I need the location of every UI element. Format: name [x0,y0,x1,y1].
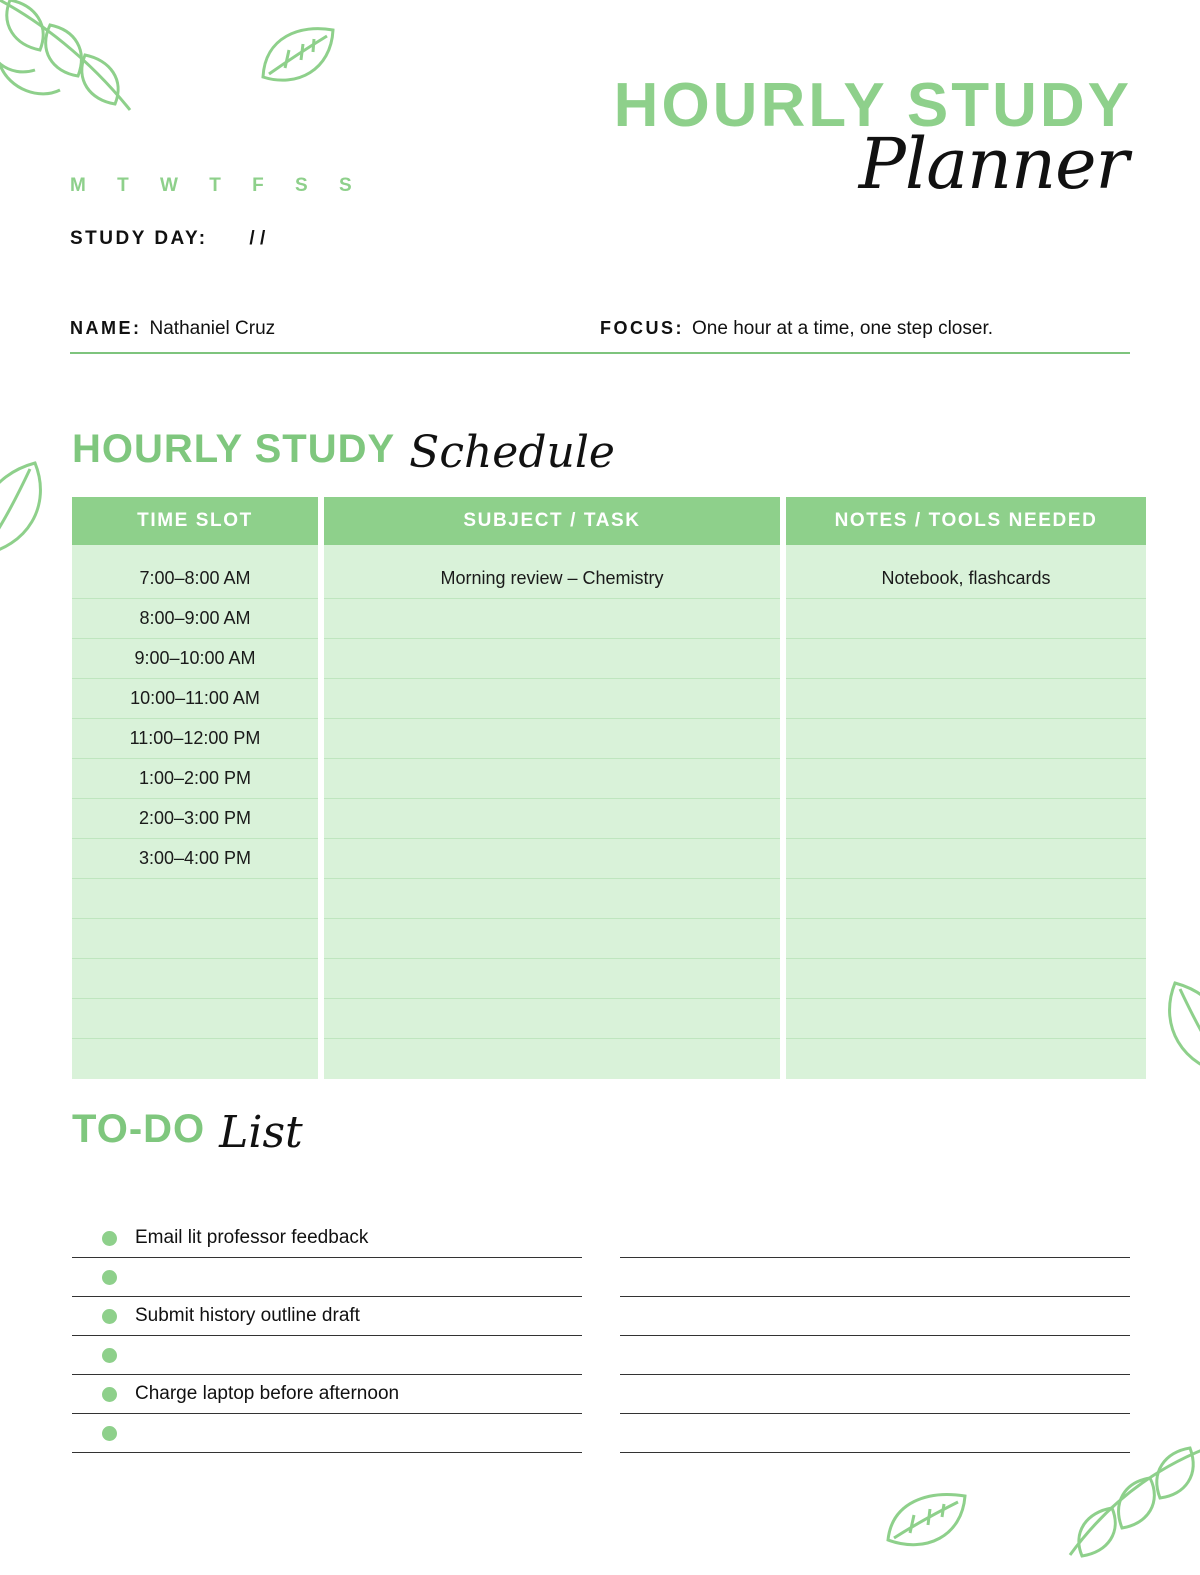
table-row[interactable] [72,879,1146,919]
cell-notes[interactable] [786,839,1146,879]
weekday-s2[interactable]: S [338,175,354,196]
table-row[interactable] [72,639,1146,679]
cell-time[interactable]: 11:00–12:00 PM [72,719,318,759]
cell-notes[interactable] [786,759,1146,799]
study-day-label: STUDY DAY: [70,228,208,249]
bullet-icon[interactable] [102,1426,117,1441]
column-header-task: SUBJECT / TASK [324,497,780,545]
bullet-icon[interactable] [102,1309,117,1324]
cell-time[interactable] [72,879,318,919]
cell-notes[interactable] [786,959,1146,999]
cell-time[interactable] [72,999,318,1039]
list-item-label[interactable]: Charge laptop before afternoon [135,1383,400,1404]
cell-notes[interactable] [786,639,1146,679]
cell-time[interactable]: 7:00–8:00 AM [72,559,318,599]
cell-notes[interactable] [786,799,1146,839]
cell-time[interactable]: 1:00–2:00 PM [72,759,318,799]
table-row[interactable] [72,599,1146,639]
weekday-s1[interactable]: S [295,175,310,196]
list-item[interactable] [72,1219,582,1258]
list-item[interactable] [72,1414,582,1453]
bullet-icon[interactable] [102,1348,117,1363]
focus-field [600,318,993,340]
cell-notes[interactable] [786,879,1146,919]
cell-task[interactable] [324,799,780,839]
weekday-w[interactable]: W [160,175,180,196]
schedule-section [0,425,1200,1079]
title-script: Planner [858,123,1128,205]
name-focus-row [70,318,1130,340]
list-item[interactable] [72,1297,582,1336]
column-header-notes: NOTES / TOOLS NEEDED [786,497,1146,545]
cell-notes[interactable]: Notebook, flashcards [786,559,1146,599]
todo-column-right [620,1219,1130,1453]
cell-time[interactable]: 10:00–11:00 AM [72,679,318,719]
cell-task[interactable] [324,639,780,679]
weekday-f[interactable]: F [252,175,266,196]
cell-task[interactable]: Morning review – Chemistry [324,559,780,599]
todo-columns [72,1219,1130,1453]
page-title [492,71,1132,205]
leaf-single-bottom-icon [880,1490,980,1565]
cell-notes[interactable] [786,679,1146,719]
list-item[interactable] [620,1258,1130,1297]
bullet-icon[interactable] [102,1270,117,1285]
cell-time[interactable]: 8:00–9:00 AM [72,599,318,639]
schedule-header-row [72,497,1146,545]
table-row[interactable] [72,719,1146,759]
cell-task[interactable] [324,1039,780,1079]
list-item-label[interactable]: Submit history outline draft [135,1305,360,1326]
cell-task[interactable] [324,999,780,1039]
list-item[interactable] [72,1375,582,1414]
table-row[interactable] [72,999,1146,1039]
cell-time[interactable] [72,1039,318,1079]
cell-task[interactable] [324,679,780,719]
title-main: HOURLY STUDY [613,71,1132,140]
table-row[interactable] [72,1039,1146,1079]
name-field [70,318,600,340]
todo-column-left [72,1219,582,1453]
cell-notes[interactable] [786,719,1146,759]
schedule-heading [72,425,1200,478]
table-row[interactable] [72,919,1146,959]
table-row[interactable] [72,839,1146,879]
study-day-field [70,228,265,250]
todo-heading-script: List [219,1107,303,1158]
cell-task[interactable] [324,839,780,879]
cell-task[interactable] [324,599,780,639]
header-divider [70,352,1130,354]
cell-time[interactable]: 2:00–3:00 PM [72,799,318,839]
page-header [0,0,1200,339]
bullet-icon[interactable] [102,1387,117,1402]
list-item[interactable] [620,1375,1130,1414]
list-item[interactable] [620,1336,1130,1375]
cell-time[interactable]: 9:00–10:00 AM [72,639,318,679]
weekday-m[interactable]: M [70,175,88,196]
column-header-time: TIME SLOT [72,497,318,545]
schedule-heading-script: Schedule [409,427,615,478]
bullet-icon[interactable] [102,1231,117,1246]
focus-label: FOCUS: [600,318,684,338]
leaf-branch-bottom-icon [1040,1440,1200,1575]
cell-task[interactable] [324,959,780,999]
name-label: NAME: [70,318,142,338]
cell-notes[interactable] [786,599,1146,639]
cell-task[interactable] [324,879,780,919]
cell-time[interactable]: 3:00–4:00 PM [72,839,318,879]
cell-time[interactable] [72,959,318,999]
todo-heading [72,1105,1200,1158]
cell-notes[interactable] [786,919,1146,959]
name-value[interactable]: Nathaniel Cruz [149,318,276,339]
table-row[interactable] [72,679,1146,719]
table-spacer-row [72,545,1146,559]
cell-time[interactable] [72,919,318,959]
list-item[interactable] [620,1297,1130,1336]
weekday-t1[interactable]: T [117,175,131,196]
table-row[interactable] [72,759,1146,799]
list-item[interactable] [620,1414,1130,1453]
weekday-selector[interactable] [70,175,376,197]
list-item[interactable] [72,1336,582,1375]
schedule-heading-main: HOURLY STUDY [72,427,396,471]
todo-section [0,1105,1200,1453]
cell-notes[interactable] [786,1039,1146,1079]
list-item[interactable] [72,1258,582,1297]
todo-heading-main: TO-DO [72,1107,206,1151]
cell-task[interactable] [324,759,780,799]
study-day-value[interactable]: / / [249,228,266,249]
table-row[interactable] [72,559,1146,599]
table-row[interactable] [72,799,1146,839]
list-item[interactable] [620,1219,1130,1258]
weekday-t2[interactable]: T [209,175,223,196]
cell-task[interactable] [324,719,780,759]
schedule-table [66,497,1152,1079]
list-item-label[interactable]: Email lit professor feedback [135,1227,369,1248]
table-row[interactable] [72,959,1146,999]
cell-notes[interactable] [786,999,1146,1039]
cell-task[interactable] [324,919,780,959]
focus-value[interactable]: One hour at a time, one step closer. [692,318,994,339]
